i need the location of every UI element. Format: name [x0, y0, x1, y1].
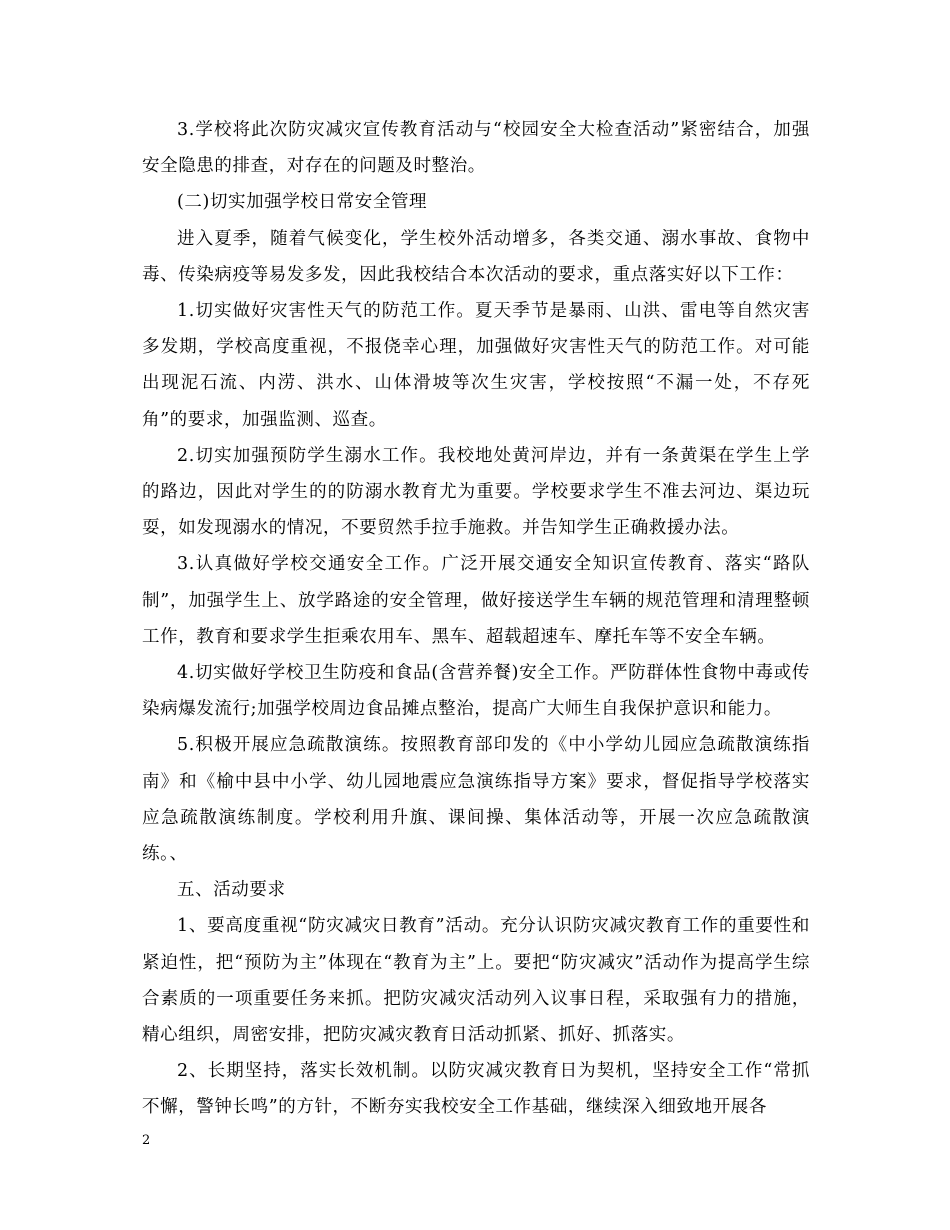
paragraph-weather-prevention: 1.切实做好灾害性天气的防范工作。夏天季节是暴雨、山洪、雷电等自然灾害多发期，学校高度重视，不报侥幸心理，加强做好灾害性天气的防范工作。对可能出现泥石流、内涝、洪水、山体滑坡等次生灾害，学校按照“不漏一处，不存死角”的要求，加强监测、巡查。 [142, 301, 810, 430]
paragraph-evacuation-drill: 5.积极开展应急疏散演练。按照教育部印发的《中小学幼儿园应急疏散演练指南》和《榆中县中小学、幼儿园地震应急演练指导方案》要求，督促指导学校落实应急疏散演练制度。学校利用升旗、课间操、集体活动等，开展一次应急疏散演练。、 [142, 735, 810, 865]
paragraph-requirement-2: 2、长期坚持，落实长效机制。以防灾减灾教育日为契机，坚持安全工作“常抓不懈，警钟长鸣”的方针，不断夯实我校安全工作基础，继续深入细致地开展各 [142, 1061, 810, 1118]
page-number: 2 [142, 1133, 151, 1148]
paragraph-campus-safety-inspection: 3.学校将此次防灾减灾宣传教育活动与“校园安全大检查活动”紧密结合，加强安全隐患的排查，对存在的问题及时整治。 [142, 120, 810, 177]
paragraph-drowning-prevention: 2.切实加强预防学生溺水工作。我校地处黄河岸边，并有一条黄渠在学生上学的路边，因此对学生的的防溺水教育尤为重要。学校要求学生不准去河边、渠边玩耍，如发现溺水的情况，不要贸然手拉手施救。并告知学生正确救援办法。 [142, 445, 810, 539]
paragraph-food-hygiene: 4.切实做好学校卫生防疫和食品(含营养餐)安全工作。严防群体性食物中毒或传染病爆发流行;加强学校周边食品摊点整治，提高广大师生自我保护意识和能力。 [142, 663, 810, 720]
section-heading-daily-safety: (二)切实加强学校日常安全管理 [177, 192, 428, 213]
section-heading-requirements: 五、活动要求 [177, 880, 286, 901]
paragraph-traffic-safety: 3.认真做好学校交通安全工作。广泛开展交通安全知识宣传教育、落实“路队制”，加强学生上、放学路途的安全管理，做好接送学生车辆的规范管理和清理整顿工作，教育和要求学生拒乘农用车、黑车、超载超速车、摩托车等不安全车辆。 [142, 554, 810, 647]
document-body [142, 112, 810, 1126]
paragraph-requirement-1: 1、要高度重视“防灾减灾日教育”活动。充分认识防灾减灾教育工作的重要性和紧迫性，把“预防为主”体现在“教育为主”上。要把“防灾减灾”活动作为提高学生综合素质的一项重要任务来抓。把防灾减灾活动列入议事日程，采取强有力的措施，精心组织，周密安排，把防灾减灾教育日活动抓紧、抓好、抓落实。 [142, 916, 810, 1046]
paragraph-summer-intro: 进入夏季，随着气候变化，学生校外活动增多，各类交通、溺水事故、食物中毒、传染病疫等易发多发，因此我校结合本次活动的要求，重点落实好以下工作： [142, 228, 810, 285]
